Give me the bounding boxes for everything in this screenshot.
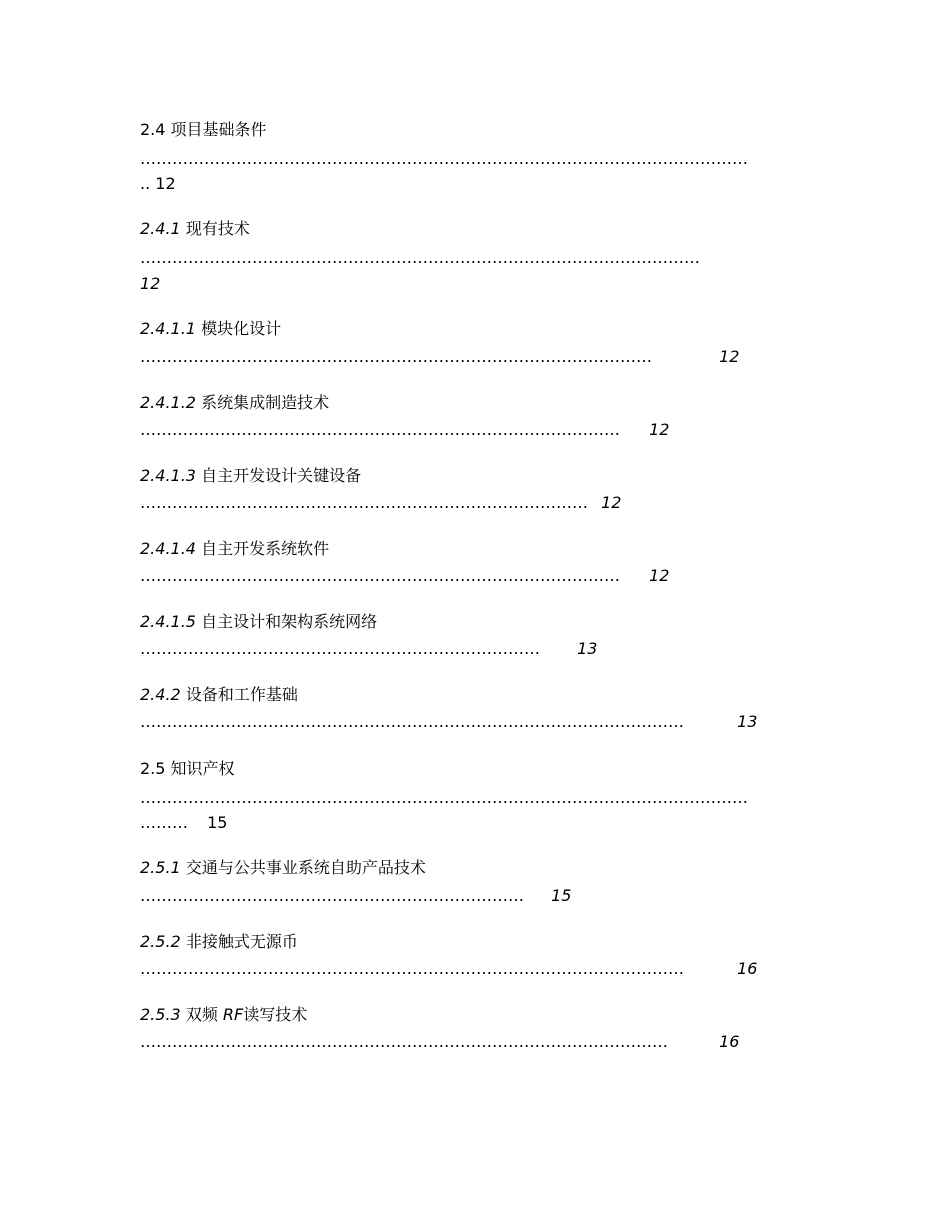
toc-entry-2-4-1-4-leader-line[interactable] <box>140 566 669 586</box>
toc-number: 2.5 <box>140 759 166 778</box>
toc-page-number: 16 <box>737 959 758 978</box>
toc-leader: .. <box>140 174 151 193</box>
toc-number: 2.5.1 <box>140 858 181 877</box>
toc-page-number: 13 <box>737 712 758 731</box>
toc-entry-2-5-2-leader-line[interactable] <box>140 959 757 979</box>
toc-number: 2.5.3 <box>140 1005 181 1024</box>
toc-title: 系统集成制造技术 <box>201 393 330 412</box>
toc-title: 知识产权 <box>170 759 235 778</box>
toc-number: 2.4.1.4 <box>140 539 196 558</box>
toc-title: 设备和工作基础 <box>185 685 298 704</box>
toc-page-number: 12 <box>155 174 176 193</box>
toc-leader: ……………………………………………………………………………… <box>140 420 620 439</box>
toc-page-number: 15 <box>551 886 572 905</box>
toc-number: 2.4.1 <box>140 219 181 238</box>
toc-entry-2-4-1-1-title[interactable] <box>140 319 281 339</box>
toc-entry-2-4-1-2-leader-line[interactable] <box>140 420 669 440</box>
toc-entry-2-4-1-3-leader-line[interactable] <box>140 493 621 513</box>
toc-entry-2-5-1-leader-line[interactable] <box>140 886 571 906</box>
toc-page-number: 13 <box>577 639 598 658</box>
toc-page-number[interactable]: 12 <box>140 274 161 293</box>
toc-page-number: 16 <box>719 1032 740 1051</box>
toc-entry-2-5-3-leader-line[interactable] <box>140 1032 739 1052</box>
toc-entry-2-5-3-title[interactable] <box>140 1005 307 1025</box>
toc-entry-2-4-title[interactable] <box>140 120 267 140</box>
toc-entry-2-4-page-line[interactable] <box>140 174 176 194</box>
toc-page-number: 15 <box>207 813 228 832</box>
toc-title: 自主设计和架构系统网络 <box>201 612 378 631</box>
toc-leader: …………………………………………………………………………………………………… <box>140 788 748 807</box>
toc-leader: …………………………………………………………………………………………………… <box>140 149 748 168</box>
toc-title: 现有技术 <box>185 219 250 238</box>
toc-number: 2.4.1.5 <box>140 612 196 631</box>
toc-leader: ………………………………………………………………………………………… <box>140 712 684 731</box>
toc-page-number: 12 <box>719 347 740 366</box>
toc-entry-2-4-1-5-title[interactable] <box>140 612 377 632</box>
toc-leader: …………………………………………………………………………………………… <box>140 248 700 267</box>
toc-leader: …………………………………………………………………………………… <box>140 347 652 366</box>
toc-entry-2-4-1-title[interactable] <box>140 219 250 239</box>
toc-entry-2-5-1-title[interactable] <box>140 858 426 878</box>
toc-page-number: 12 <box>601 493 622 512</box>
toc-title-suffix: 读写技术 <box>243 1005 308 1024</box>
toc-entry-2-4-1-4-title[interactable] <box>140 539 329 559</box>
toc-leader: ……………………………………………………………………………… <box>140 566 620 585</box>
toc-entry-2-4-1-5-leader-line[interactable] <box>140 639 597 659</box>
toc-number: 2.4.2 <box>140 685 181 704</box>
toc-title: 非接触式无源币 <box>185 932 298 951</box>
toc-leader: ………………………………………………………………… <box>140 639 540 658</box>
toc-entry-2-4-2-title[interactable] <box>140 685 298 705</box>
toc-title: 自主开发设计关键设备 <box>201 466 362 485</box>
toc-number: 2.4.1.1 <box>140 319 196 338</box>
toc-title: 项目基础条件 <box>170 120 267 139</box>
toc-leader: ……………………………………………………………… <box>140 886 524 905</box>
toc-leader: ………………………………………………………………………… <box>140 493 588 512</box>
toc-entry-2-4-2-leader-line[interactable] <box>140 712 757 732</box>
toc-page-number: 12 <box>649 420 670 439</box>
toc-entry-2-4-1-2-title[interactable] <box>140 393 329 413</box>
toc-entry-2-5-page-line[interactable] <box>140 813 227 833</box>
toc-leader: ……… <box>140 813 188 832</box>
toc-title: 模块化设计 <box>201 319 282 338</box>
toc-title-prefix: 双频 <box>185 1005 218 1024</box>
toc-entry-2-4-1-3-title[interactable] <box>140 466 361 486</box>
toc-leader: ……………………………………………………………………………………… <box>140 1032 668 1051</box>
toc-title: 自主开发系统软件 <box>201 539 330 558</box>
toc-entry-2-5-title[interactable] <box>140 759 235 779</box>
toc-page-number: 12 <box>649 566 670 585</box>
toc-number: 2.4.1.3 <box>140 466 196 485</box>
toc-leader: ………………………………………………………………………………………… <box>140 959 684 978</box>
toc-number: 2.4.1.2 <box>140 393 196 412</box>
toc-title: 交通与公共事业系统自助产品技术 <box>185 858 426 877</box>
toc-number: 2.5.2 <box>140 932 181 951</box>
toc-title-rf: RF <box>222 1005 244 1024</box>
toc-number: 2.4 <box>140 120 166 139</box>
toc-entry-2-5-2-title[interactable] <box>140 932 298 952</box>
toc-entry-2-4-1-1-leader-line[interactable] <box>140 347 739 367</box>
